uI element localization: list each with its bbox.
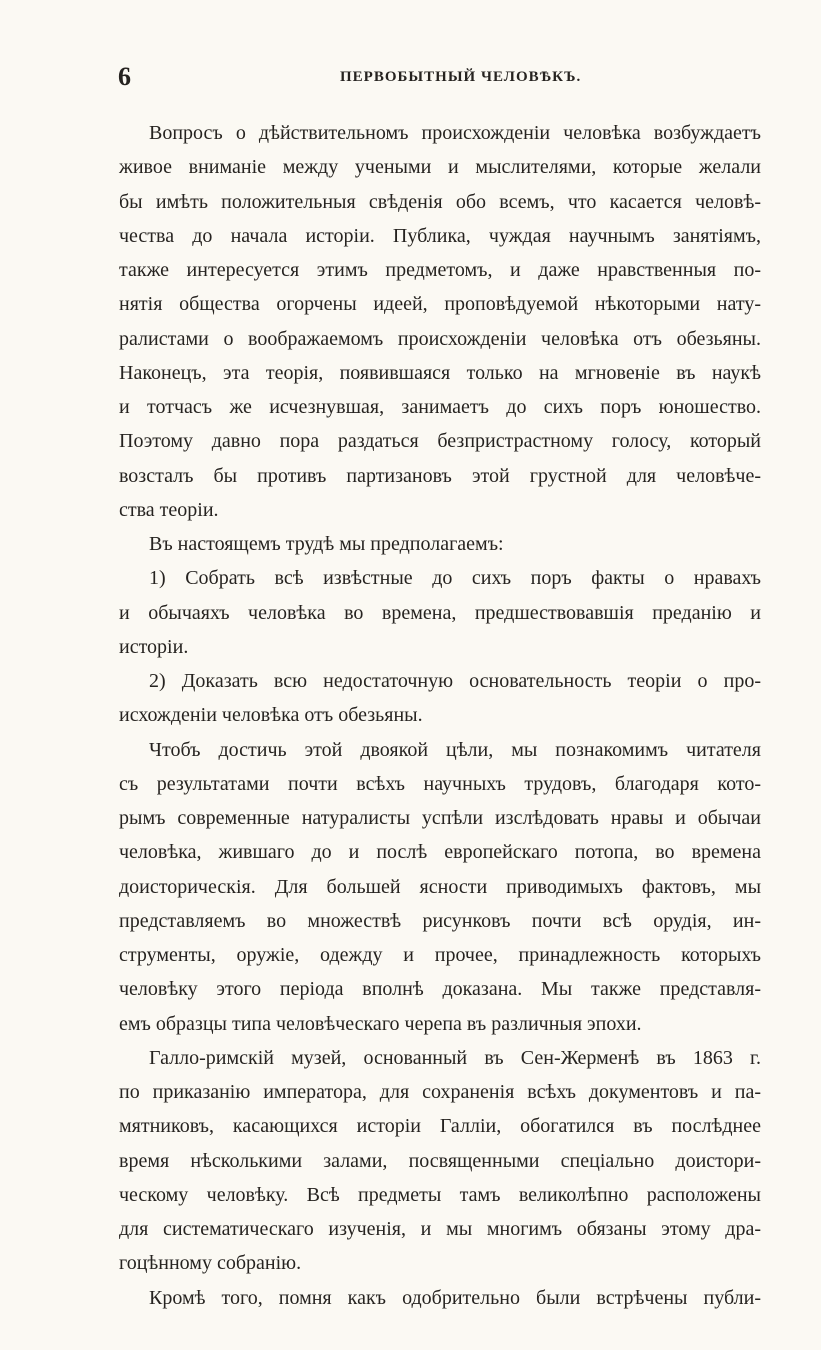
- text-line: нятія общества огорчены идеей, проповѣдуемой нѣкоторыми нату-: [119, 293, 761, 316]
- text-line: ства теоріи.: [119, 498, 219, 521]
- text-line: гоцѣнному собранію.: [119, 1252, 302, 1275]
- text-line: для систематическаго изученія, и мы многимъ обязаны этому дра-: [119, 1218, 761, 1240]
- body-text: [119, 116, 761, 1315]
- text-line: бы имѣть положительныя свѣденія обо всемъ, что касается человѣ-: [119, 190, 761, 213]
- text-line: Въ настоящемъ трудѣ мы предполагаемъ:: [149, 533, 504, 555]
- text-line: доисторическія. Для большей ясности приводимыхъ фактовъ, мы: [119, 875, 761, 898]
- text-line: и тотчасъ же исчезнувшая, занимаетъ до сихъ поръ юношество.: [119, 396, 761, 418]
- text-line: емъ образцы типа человѣческаго черепа въ различныя эпохи.: [119, 1012, 642, 1035]
- text-line: Галло-римскій музей, основанный въ Сен-Жерменѣ въ 1863 г.: [149, 1046, 761, 1069]
- page-header: [118, 62, 760, 92]
- text-line: Кромѣ того, помня какъ одобрительно были встрѣчены публи-: [149, 1286, 761, 1309]
- text-line: чества до начала исторіи. Публика, чуждая научнымъ занятіямъ,: [119, 224, 761, 247]
- text-line: 1) Собрать всѣ извѣстные до сихъ поръ факты о нравахъ: [149, 567, 761, 590]
- text-line: ческому человѣку. Всѣ предметы тамъ великолѣпно расположены: [119, 1183, 761, 1206]
- text-line: живое вниманіе между учеными и мыслителями, которые желали: [119, 156, 761, 179]
- text-line: по приказанію императора, для сохраненія всѣхъ документовъ и па-: [119, 1081, 761, 1103]
- text-line: человѣку этого періода вполнѣ доказана. Мы также представля-: [119, 978, 761, 1001]
- text-line: также интересуется этимъ предметомъ, и даже нравственныя по-: [119, 259, 761, 281]
- text-line: Поэтому давно пора раздаться безпристрастному голосу, который: [119, 430, 761, 453]
- text-line: мятниковъ, касающихся исторіи Галліи, обогатился въ послѣднее: [119, 1115, 761, 1138]
- text-line: 2) Доказать всю недостаточную основательность теоріи о про-: [149, 670, 761, 692]
- text-line: Чтобъ достичь этой двоякой цѣли, мы познакомимъ читателя: [149, 738, 761, 761]
- text-line: съ результатами почти всѣхъ научныхъ трудовъ, благодаря кото-: [119, 772, 761, 795]
- text-line: человѣка, жившаго до и послѣ европейскаго потопа, во времена: [119, 841, 761, 864]
- running-head: ПЕРВОБЫТНЫЙ ЧЕЛОВѢКЪ.: [340, 69, 582, 85]
- text-line: ралистами о воображаемомъ происхожденіи человѣка отъ обезьяны.: [119, 327, 761, 350]
- text-line: время нѣсколькими залами, посвященными спеціально доистори-: [119, 1149, 761, 1172]
- text-line: рымъ современные натуралисты успѣли изслѣдовать нравы и обычаи: [119, 807, 761, 829]
- text-line: представляемъ во множествѣ рисунковъ почти всѣ орудія, ин-: [119, 909, 761, 932]
- text-line: исторіи.: [119, 635, 189, 658]
- text-line: и обычаяхъ человѣка во времена, предшествовавшія преданію и: [119, 601, 761, 624]
- text-line: исхожденіи человѣка отъ обезьяны.: [119, 704, 423, 727]
- text-line: возсталъ бы противъ партизановъ этой грустной для человѣче-: [119, 464, 761, 487]
- page-number: 6: [118, 62, 131, 91]
- text-line: Наконецъ, эта теорія, появившаяся только на мгновеніе въ наукѣ: [119, 361, 761, 384]
- text-line: Вопросъ о дѣйствительномъ происхожденіи человѣка возбуждаетъ: [149, 122, 761, 144]
- text-line: струменты, оружіе, одежду и прочее, принадлежность которыхъ: [119, 944, 761, 966]
